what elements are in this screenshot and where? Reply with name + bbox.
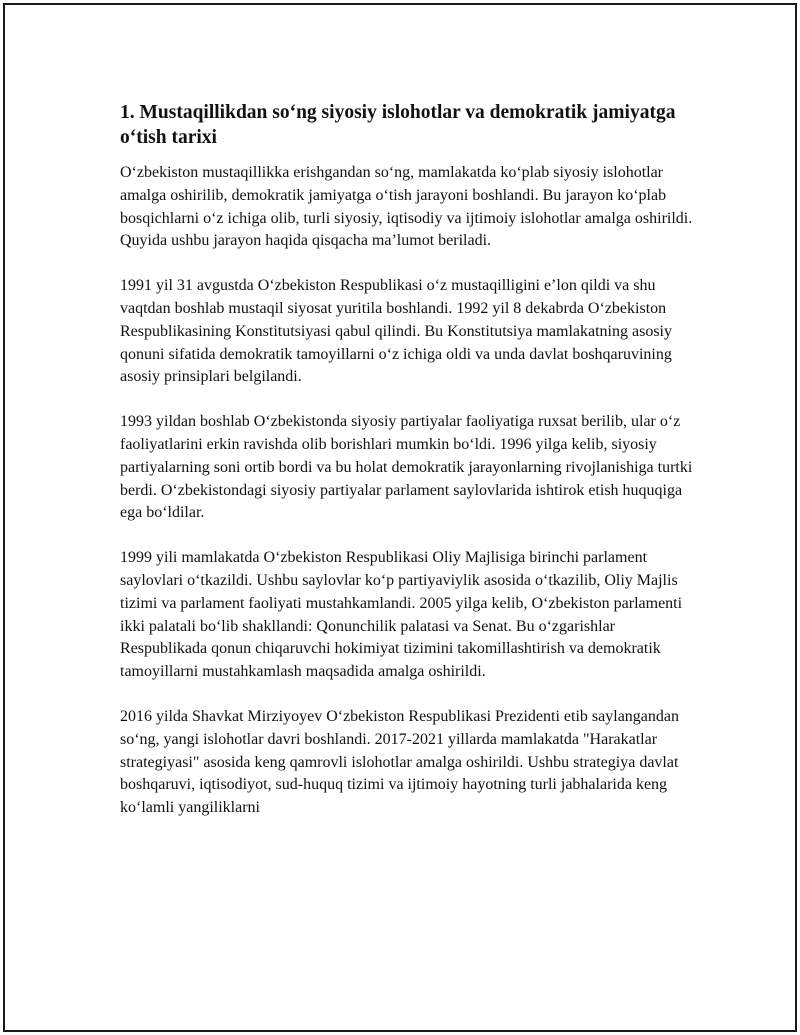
paragraph-2016: 2016 yilda Shavkat Mirziyoyev O‘zbekiston Respublikasi Prezidenti etib saylangandan so‘ng, yangi islohotlar davri boshlandi. 2017-2021 yillarda mamlakatda "Harakatlar strategiyasi" asosida keng qamrovli islohotlar amalga oshirildi. Ushbu strategiya davlat boshqaruvi, iqtisodiyot, sud-huquq tizimi va ijtimoiy hayotning turli jabhalarida keng ko‘lamli yangiliklarni: [120, 707, 679, 817]
paragraph-1991: 1991 yil 31 avgustda O‘zbekiston Respublikasi o‘z mustaqilligini e’lon qildi va shu vaqtdan boshlab mustaqil siyosat yuritila boshlandi. 1992 yil 8 dekabrda O‘zbekiston Respublikasining Konstitutsiyasi qabul qilindi. Bu Konstitutsiya mamlakatning asosiy qonuni sifatida demokratik tamoyillarni o‘z ichiga oldi va unda davlat boshqaruvining asosiy prinsiplari belgilandi.: [120, 277, 672, 386]
paragraph-1993: 1993 yildan boshlab O‘zbekistonda siyosiy partiyalar faoliyatiga ruxsat berilib, ular o‘z faoliyatlarini erkin ravishda olib borishlari mumkin bo‘ldi. 1996 yilga kelib, siyosiy partiyalarning soni ortib bordi va bu holat demokratik jarayonlarning rivojlanishiga turtki berdi. O‘zbekistondagi siyosiy partiyalar parlament saylovlarida ishtirok etish huquqiga ega bo‘ldilar.: [120, 413, 693, 522]
page-frame: [3, 3, 797, 1032]
document-body: [120, 100, 695, 842]
section-heading: 1. Mustaqillikdan so‘ng siyosiy islohotlar va demokratik jamiyatga o‘tish tarixi: [120, 102, 676, 148]
paragraph-intro: O‘zbekiston mustaqillikka erishgandan so‘ng, mamlakatda ko‘plab siyosiy islohotlar amalga oshirilib, demokratik jamiyatga o‘tish jarayoni boshlandi. Bu jarayon ko‘plab bosqichlarni o‘z ichiga olib, turli siyosiy, iqtisodiy va ijtimoiy islohotlar amalga oshirildi. Quyida ushbu jarayon haqida qisqacha ma’lumot beriladi.: [120, 164, 693, 250]
paragraph-1999: 1999 yili mamlakatda O‘zbekiston Respublikasi Oliy Majlisiga birinchi parlament saylovlari o‘tkazildi. Ushbu saylovlar ko‘p partiyaviylik asosida o‘tkazilib, Oliy Majlis tizimi va parlament faoliyati mustahkamlandi. 2005 yilga kelib, O‘zbekiston parlamenti ikki palatali bo‘lib shakllandi: Qonunchilik palatasi va Senat. Bu o‘zgarishlar Respublikada qonun chiqaruvchi hokimiyat tizimini takomillashtirish va demokratik tamoyillarni mustahkamlash maqsadida amalga oshirildi.: [120, 549, 683, 681]
